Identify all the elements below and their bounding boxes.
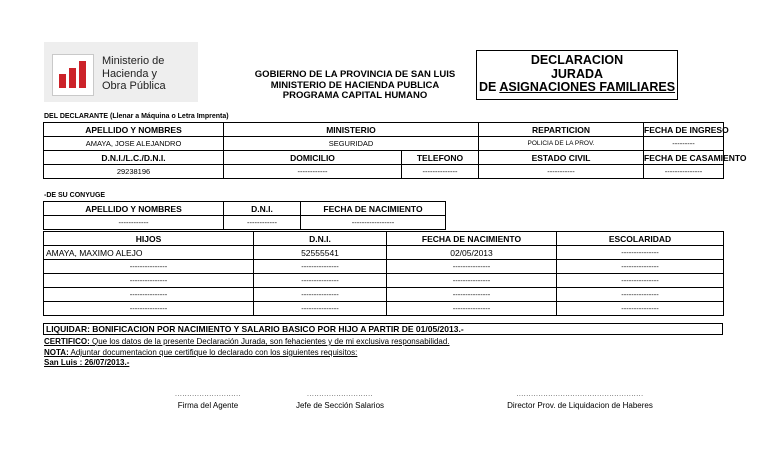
- hijos-header-nombre: HIJOS: [44, 232, 254, 246]
- value-ministerio: SEGURIDAD: [224, 137, 479, 151]
- value-fecha-ingreso: ---------: [644, 137, 724, 151]
- signature-line-director: ....................................................: [516, 391, 644, 398]
- hijo-nombre: ---------------: [44, 260, 254, 274]
- certifico-line: [44, 337, 450, 346]
- hijo-dni: ---------------: [254, 302, 387, 316]
- conyuge-header-apellido: APELLIDO Y NOMBRES: [44, 202, 224, 216]
- title-line-3: [477, 81, 677, 95]
- table-row: [44, 246, 724, 260]
- hijo-nacimiento: 02/05/2013: [387, 246, 557, 260]
- logo-line-2: Hacienda y: [102, 67, 158, 80]
- hijo-nacimiento: ---------------: [387, 274, 557, 288]
- signature-label-director: Director Prov. de Liquidacion de Haberes: [507, 401, 653, 410]
- conyuge-value-dni: ------------: [224, 216, 301, 230]
- value-domicilio: ------------: [224, 165, 402, 179]
- hijo-nombre: ---------------: [44, 288, 254, 302]
- title-prefix: DE: [478, 80, 500, 94]
- ministry-logo: [44, 42, 198, 102]
- hijos-header-dni: D.N.I.: [254, 232, 387, 246]
- fecha-line: San Luis : 26/07/2013.-: [44, 358, 130, 367]
- header-telefono: TELEFONO: [402, 151, 479, 165]
- liquidar-text: LIQUIDAR: BONIFICACION POR NACIMIENTO Y SALARIO BASICO POR HIJO A PARTIR DE 01/05/2013.-: [43, 323, 723, 335]
- nota-text: Adjuntar documentacion que certifique lo declarado con los siguientes requisitos:: [68, 348, 358, 357]
- hijo-nacimiento: ---------------: [387, 288, 557, 302]
- value-estado-civil: -----------: [479, 165, 644, 179]
- header-reparticion: REPARTICION: [479, 123, 644, 137]
- conyuge-table: [43, 201, 446, 230]
- hijo-escolaridad: ---------------: [557, 260, 724, 274]
- document-title-box: [476, 50, 678, 100]
- header-fecha-ingreso: FECHA DE INGRESO: [644, 124, 729, 135]
- signature-label-agente: Firma del Agente: [177, 401, 239, 410]
- conyuge-value-nacimiento: -----------------: [301, 216, 446, 230]
- hijo-escolaridad: ---------------: [557, 302, 724, 316]
- gov-line-2: MINISTERIO DE HACIENDA PUBLICA: [270, 79, 440, 91]
- signature-line-agente: ...........................: [174, 391, 241, 398]
- hijos-header-escolaridad: ESCOLARIDAD: [557, 232, 724, 246]
- hijos-header-nacimiento: FECHA DE NACIMIENTO: [387, 232, 557, 246]
- declarante-label: DEL DECLARANTE (Llenar a Máquina o Letra Imprenta): [44, 113, 229, 120]
- nota-line: [44, 348, 357, 357]
- table-row: [44, 274, 724, 288]
- nota-label: NOTA:: [44, 348, 69, 357]
- hijo-nacimiento: ---------------: [387, 260, 557, 274]
- header-domicilio: DOMICILIO: [224, 151, 402, 165]
- hijo-dni: ---------------: [254, 274, 387, 288]
- header-fecha-casamiento: FECHA DE CASAMIENTO: [644, 152, 747, 163]
- declarante-table: [43, 122, 747, 179]
- value-reparticion: POLICIA DE LA PROV.: [479, 137, 644, 151]
- title-line-1: DECLARACION: [530, 53, 624, 67]
- conyuge-label: -DE SU CONYUGE: [44, 192, 106, 199]
- hijo-dni: 52555541: [254, 246, 387, 260]
- title-underlined: ASIGNACIONES FAMILIARES: [499, 80, 676, 94]
- hijo-nombre: ---------------: [44, 274, 254, 288]
- title-line-2: JURADA: [550, 66, 604, 81]
- conyuge-header-dni: D.N.I.: [224, 202, 301, 216]
- value-telefono: --------------: [402, 165, 479, 179]
- logo-text: [102, 55, 166, 93]
- conyuge-header-nacimiento: FECHA DE NACIMIENTO: [301, 202, 446, 216]
- table-row: [44, 288, 724, 302]
- signature-label-jefe: Jefe de Sección Salarios: [295, 401, 385, 410]
- hijo-escolaridad: ---------------: [557, 274, 724, 288]
- signature-line-jefe: ...........................: [306, 391, 373, 398]
- logo-line-1: Ministerio de: [102, 55, 165, 67]
- header-dni: D.N.I./L.C./D.N.I.: [44, 151, 224, 165]
- gov-line-3: PROGRAMA CAPITAL HUMANO: [282, 90, 428, 101]
- hijos-table: [43, 231, 724, 316]
- value-apellido: AMAYA, JOSE ALEJANDRO: [44, 137, 224, 151]
- hijo-nombre: ---------------: [44, 302, 254, 316]
- table-row: [44, 260, 724, 274]
- government-heading: [250, 70, 460, 102]
- hijo-nacimiento: ---------------: [387, 302, 557, 316]
- hijo-dni: ---------------: [254, 260, 387, 274]
- hijo-nombre: AMAYA, MAXIMO ALEJO: [44, 246, 254, 260]
- header-estado-civil: ESTADO CIVIL: [479, 151, 644, 165]
- logo-line-3: Obra Pública: [102, 80, 166, 92]
- certifico-label: CERTIFICO:: [44, 337, 90, 346]
- gov-line-1: GOBIERNO DE LA PROVINCIA DE SAN LUIS: [254, 69, 456, 80]
- header-apellido: APELLIDO Y NOMBRES: [44, 123, 224, 137]
- value-dni: 29238196: [44, 165, 224, 179]
- header-ministerio: MINISTERIO: [224, 123, 479, 137]
- bar-chart-logo-icon: [52, 54, 94, 96]
- conyuge-value-apellido: ------------: [44, 216, 224, 230]
- certifico-text: Que los datos de la presente Declaración Jurada, son fehacientes y de mi exclusiva responsabilidad.: [89, 337, 450, 346]
- hijo-escolaridad: ---------------: [557, 246, 724, 260]
- table-row: [44, 302, 724, 316]
- hijo-dni: ---------------: [254, 288, 387, 302]
- value-fecha-casamiento: ---------------: [644, 165, 724, 179]
- hijo-escolaridad: ---------------: [557, 288, 724, 302]
